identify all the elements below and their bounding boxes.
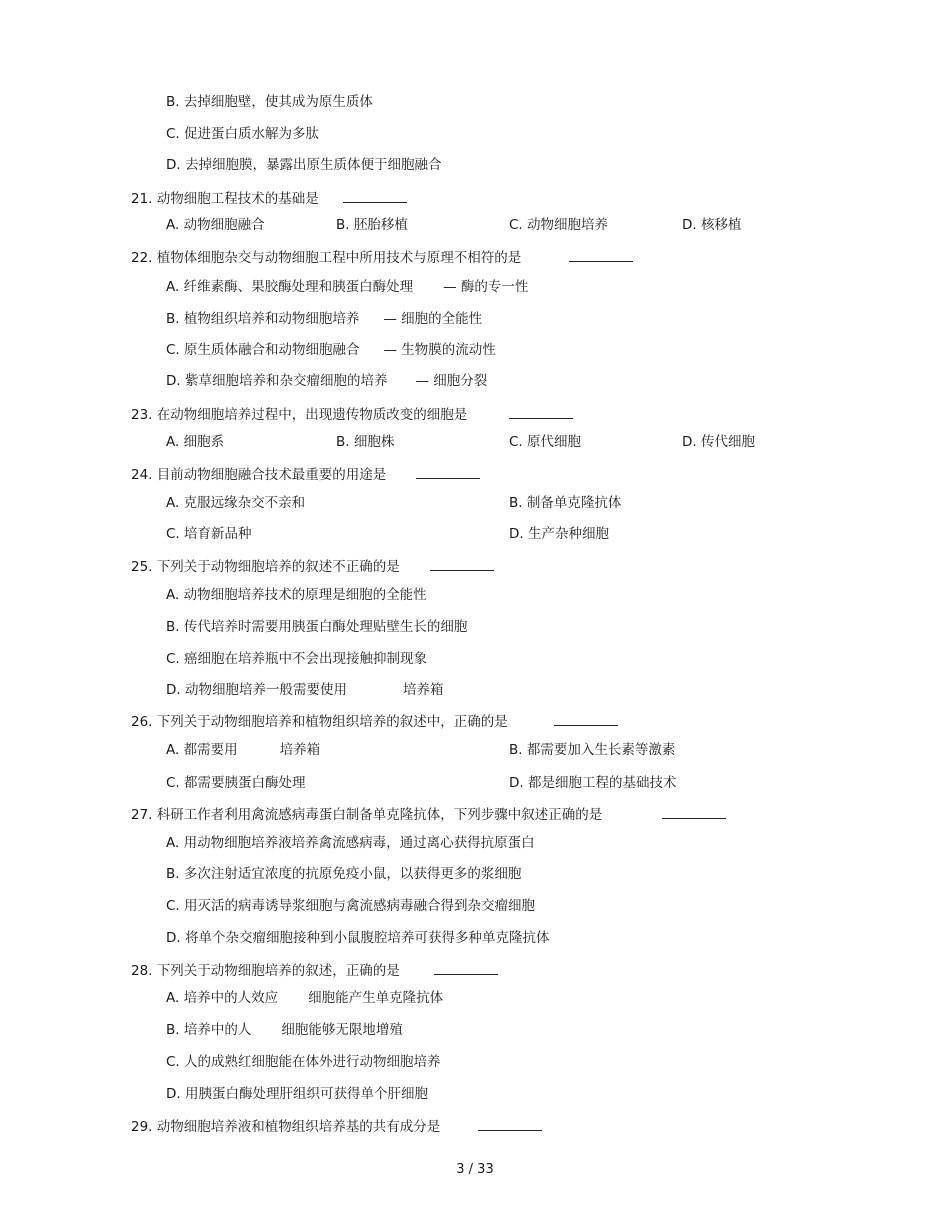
option-23-a: A. 细胞系 [166, 434, 225, 450]
question-27: 27. 科研工作者利用禽流感病毒蛋白制备单克隆抗体，下列步骤中叙述正确的是 [131, 806, 726, 824]
question-25: 25. 下列关于动物细胞培养的叙述不正确的是 [131, 558, 494, 576]
option-25-a: A. 动物细胞培养技术的原理是细胞的全能性 [166, 587, 427, 603]
option-26-c: C. 都需要胰蛋白酶处理 [166, 775, 306, 791]
option-25-b: B. 传代培养时需要用胰蛋白酶处理贴壁生长的细胞 [166, 619, 468, 635]
option-22-d: D. 紫草细胞培养和杂交瘤细胞的培养 — 细胞分裂 [166, 373, 488, 389]
page-number: 3 / 33 [456, 1162, 494, 1177]
question-26: 26. 下列关于动物细胞培养和植物组织培养的叙述中，正确的是 [131, 713, 618, 731]
option-22-a: A. 纤维素酶、果胶酶处理和胰蛋白酶处理 — 酶的专一性 [166, 279, 529, 295]
option-20-b: B. 去掉细胞壁，使其成为原生质体 [166, 94, 373, 110]
answer-blank [478, 1118, 542, 1131]
option-25-c: C. 癌细胞在培养瓶中不会出现接触抑制现象 [166, 651, 428, 667]
option-21-b: B. 胚胎移植 [336, 217, 408, 233]
option-28-d: D. 用胰蛋白酶处理肝组织可获得单个肝细胞 [166, 1086, 428, 1102]
option-25-d: D. 动物细胞培养一般需要使用 培养箱 [166, 682, 444, 698]
option-28-c: C. 人的成熟红细胞能在体外进行动物细胞培养 [166, 1054, 441, 1070]
answer-blank [416, 466, 480, 479]
option-26-b: B. 都需要加入生长素等激素 [509, 742, 676, 758]
answer-blank [434, 962, 498, 975]
question-24: 24. 目前动物细胞融合技术最重要的用途是 [131, 466, 480, 484]
option-26-a: A. 都需要用 培养箱 [166, 742, 321, 758]
answer-blank [569, 249, 633, 262]
option-22-b: B. 植物组织培养和动物细胞培养 — 细胞的全能性 [166, 311, 483, 327]
option-23-b: B. 细胞株 [336, 434, 395, 450]
answer-blank [343, 190, 407, 203]
option-22-c: C. 原生质体融合和动物细胞融合 — 生物膜的流动性 [166, 342, 496, 358]
option-26-d: D. 都是细胞工程的基础技术 [509, 775, 677, 791]
option-27-d: D. 将单个杂交瘤细胞接种到小鼠腹腔培养可获得多种单克隆抗体 [166, 930, 550, 946]
option-28-b: B. 培养中的人 细胞能够无限地增殖 [166, 1022, 403, 1038]
question-29: 29. 动物细胞培养液和植物组织培养基的共有成分是 [131, 1118, 542, 1136]
question-22: 22. 植物体细胞杂交与动物细胞工程中所用技术与原理不相符的是 [131, 249, 633, 267]
option-23-d: D. 传代细胞 [682, 434, 755, 450]
answer-blank [662, 806, 726, 819]
answer-blank [430, 558, 494, 571]
answer-blank [509, 406, 573, 419]
option-28-a: A. 培养中的人效应 细胞能产生单克隆抗体 [166, 990, 444, 1006]
option-24-c: C. 培育新品种 [166, 526, 252, 542]
option-21-c: C. 动物细胞培养 [509, 217, 609, 233]
option-24-b: B. 制备单克隆抗体 [509, 495, 622, 511]
option-24-d: D. 生产杂种细胞 [509, 526, 609, 542]
option-21-a: A. 动物细胞融合 [166, 217, 265, 233]
option-21-d: D. 核移植 [682, 217, 742, 233]
answer-blank [554, 713, 618, 726]
option-24-a: A. 克服远缘杂交不亲和 [166, 495, 306, 511]
option-27-a: A. 用动物细胞培养液培养禽流感病毒，通过离心获得抗原蛋白 [166, 835, 535, 851]
option-27-c: C. 用灭活的病毒诱导浆细胞与禽流感病毒融合得到杂交瘤细胞 [166, 898, 536, 914]
question-28: 28. 下列关于动物细胞培养的叙述，正确的是 [131, 962, 498, 980]
option-23-c: C. 原代细胞 [509, 434, 582, 450]
question-21: 21. 动物细胞工程技术的基础是 [131, 190, 407, 208]
option-20-c: C. 促进蛋白质水解为多肽 [166, 126, 320, 142]
option-27-b: B. 多次注射适宜浓度的抗原免疫小鼠，以获得更多的浆细胞 [166, 866, 522, 882]
option-20-d: D. 去掉细胞膜，暴露出原生质体便于细胞融合 [166, 157, 442, 173]
question-23: 23. 在动物细胞培养过程中，出现遗传物质改变的细胞是 [131, 406, 573, 424]
